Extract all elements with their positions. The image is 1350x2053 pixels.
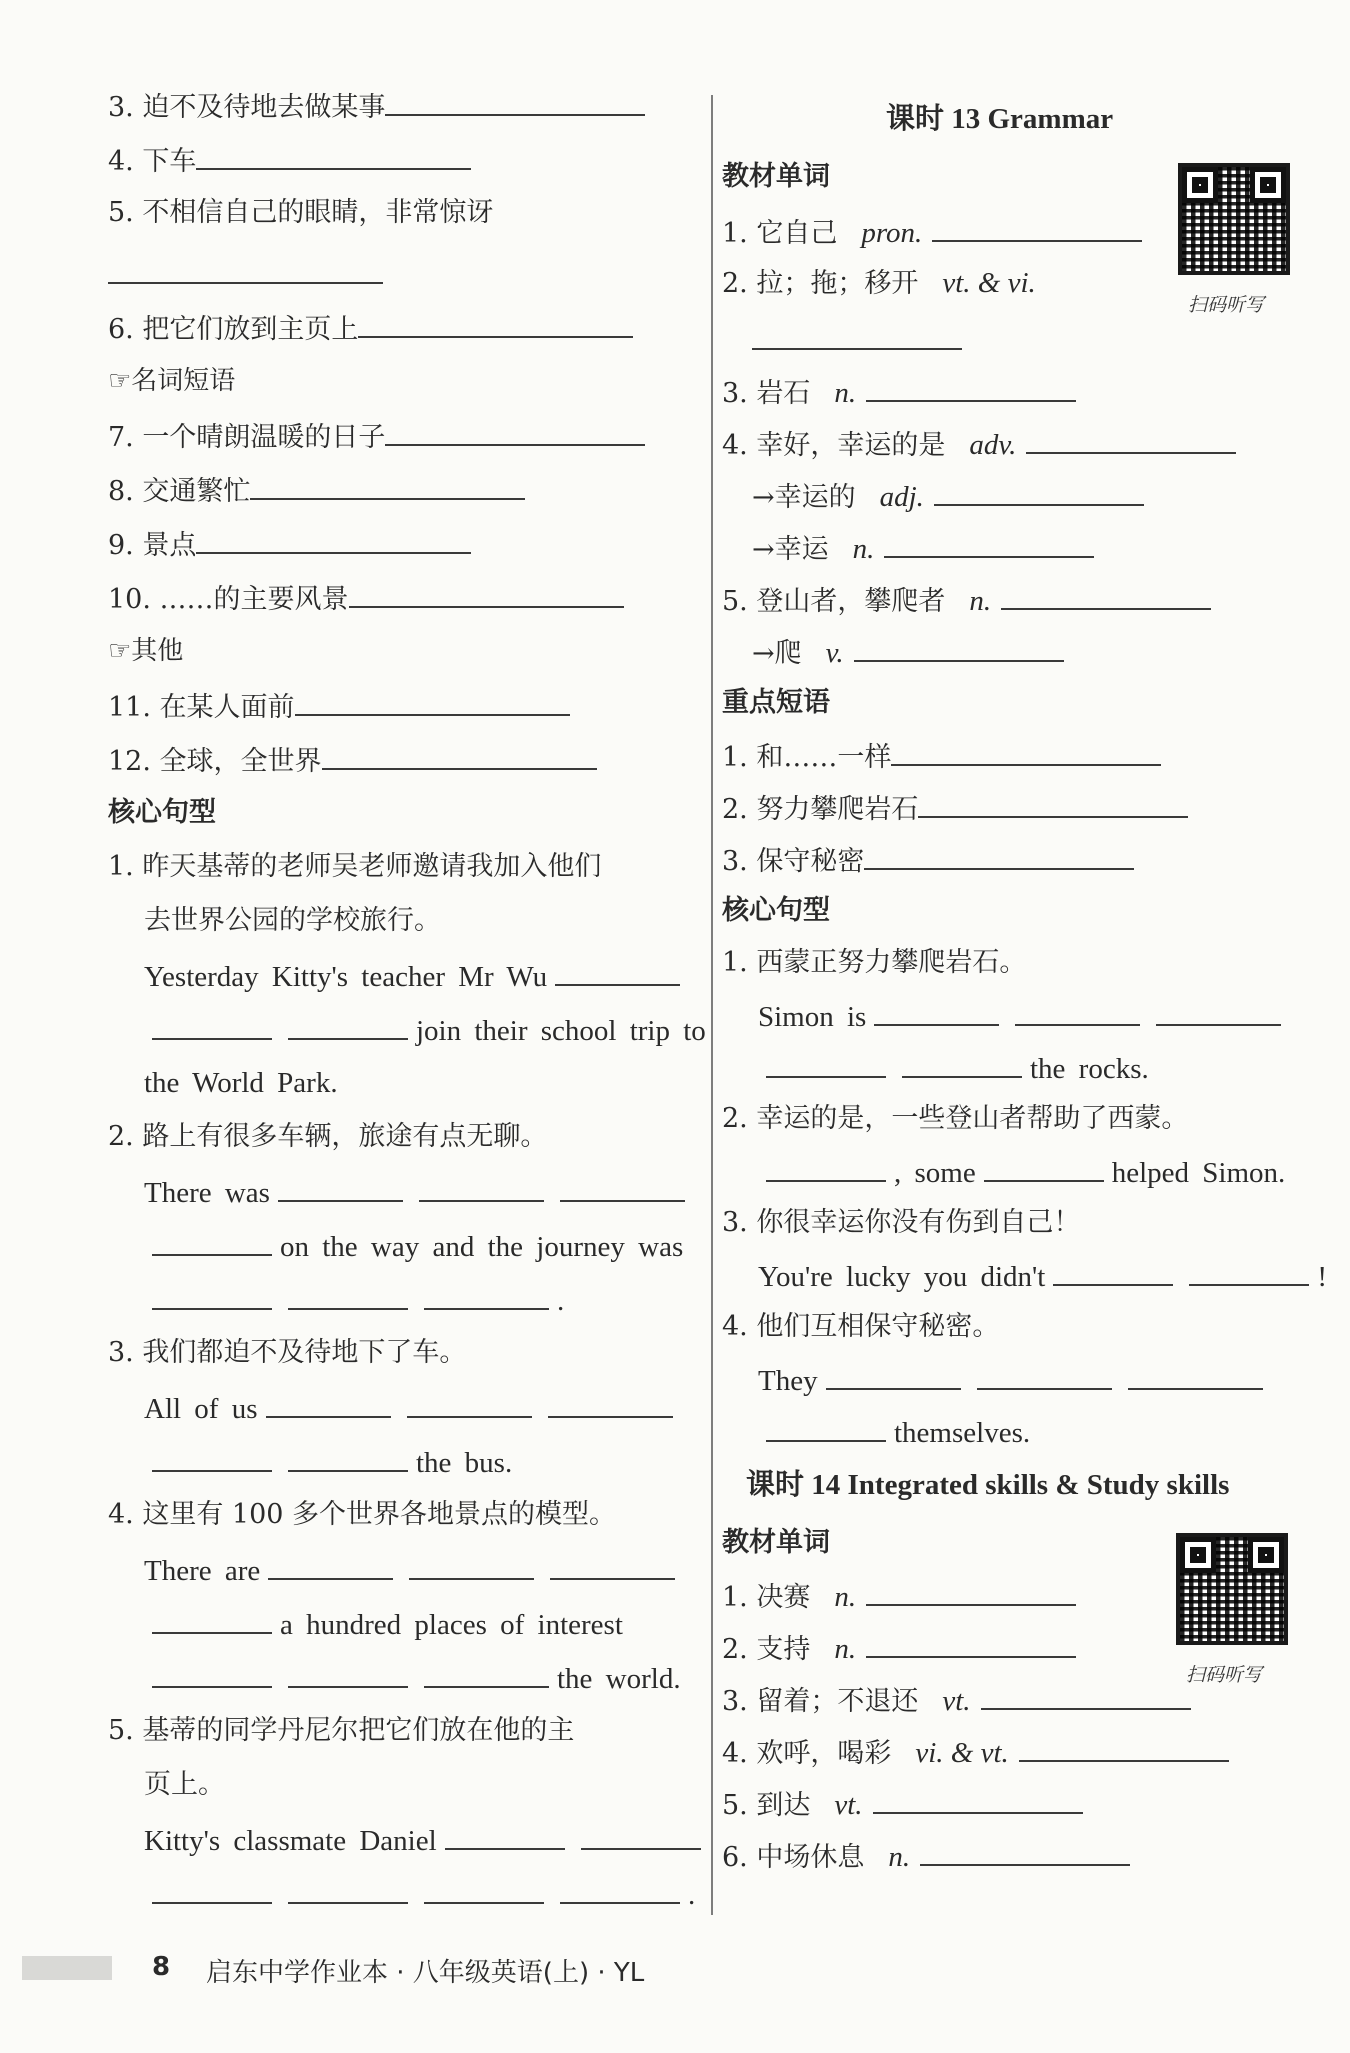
list-item [722, 1682, 1191, 1719]
answer-blank[interactable] [152, 1282, 272, 1310]
answer-blank[interactable] [1019, 1734, 1229, 1762]
answer-blank[interactable] [1001, 582, 1211, 610]
answer-blank[interactable] [295, 688, 570, 716]
page-number: 8 [152, 1952, 171, 1982]
sentence-line [144, 904, 441, 938]
part-of-speech: adj. [879, 481, 924, 513]
item-label: 1. 决赛 [722, 1582, 811, 1613]
answer-blank[interactable] [288, 1282, 408, 1310]
answer-blank[interactable] [766, 1414, 886, 1442]
footer-bar [22, 1956, 112, 1980]
english-text: join their school trip to [416, 1015, 706, 1047]
answer-blank[interactable] [560, 1174, 685, 1202]
item-label: 3. 留着；不退还 [722, 1686, 919, 1717]
qr-code-lesson14[interactable] [1176, 1533, 1288, 1645]
item-label: 6. 中场休息 [722, 1842, 865, 1873]
list-item [108, 196, 493, 230]
answer-blank[interactable] [555, 958, 680, 986]
sentence-line [144, 1606, 623, 1643]
english-text: the world. [557, 1663, 681, 1695]
english-text: Simon is [758, 1001, 867, 1033]
answer-blank[interactable] [288, 1876, 408, 1904]
list-item [722, 266, 1042, 301]
part-of-speech: n. [834, 1633, 857, 1665]
answer-blank[interactable] [424, 1876, 544, 1904]
list-item [722, 1786, 1083, 1823]
part-of-speech: n. [852, 533, 875, 565]
english-text: ! [1317, 1261, 1327, 1293]
sentence-line [108, 850, 601, 884]
answer-blank[interactable] [1053, 1258, 1173, 1286]
list-item [108, 256, 383, 293]
answer-blank[interactable] [1026, 426, 1236, 454]
answer-blank[interactable] [288, 1012, 408, 1040]
answer-blank[interactable] [196, 526, 471, 554]
item-label: 3. 岩石 [722, 378, 811, 409]
answer-blank[interactable] [766, 1154, 886, 1182]
book-title: 启东中学作业本 · 八年级英语(上) · YL [206, 1958, 645, 1988]
answer-blank[interactable] [977, 1362, 1112, 1390]
answer-blank[interactable] [864, 842, 1134, 870]
list-item [108, 418, 645, 455]
english-text: on the way and the journey was [280, 1231, 684, 1263]
answer-blank[interactable] [866, 1578, 1076, 1606]
sentence-text: 去世界公园的学校旅行。 [144, 905, 441, 936]
sentence-text: 4. 这里有 100 多个世界各地景点的模型。 [108, 1499, 617, 1530]
english-text: helped Simon. [1111, 1157, 1286, 1189]
list-item [722, 582, 1211, 619]
item-label: 8. 交通繁忙 [108, 476, 251, 507]
english-text: They [758, 1365, 818, 1397]
sentence-text: 4. 他们互相保守秘密。 [722, 1311, 1000, 1342]
list-item [722, 1838, 1130, 1875]
answer-blank[interactable] [1189, 1258, 1309, 1286]
lesson-14-title: 课时 14 Integrated skills & Study skills [746, 1469, 1230, 1501]
item-label: 12. 全球，全世界 [108, 746, 322, 777]
sentence-line [144, 1768, 225, 1802]
list-item [108, 688, 570, 725]
sentence-line [722, 1102, 1188, 1136]
sentence-line [144, 1444, 512, 1481]
item-label: 10. ……的主要风景 [108, 584, 349, 615]
answer-blank[interactable] [854, 634, 1064, 662]
sentence-line [758, 1154, 1285, 1191]
sentence-line [144, 1876, 695, 1913]
item-label: 3. 保守秘密 [722, 846, 865, 877]
list-item [722, 842, 1134, 879]
part-of-speech: v. [825, 637, 844, 669]
english-text: There are [144, 1555, 261, 1587]
list-item [108, 364, 235, 398]
item-label: 1. 和……一样 [722, 742, 892, 773]
sentence-line [722, 946, 1026, 980]
item-label: 2. 努力攀爬岩石 [722, 794, 919, 825]
english-text: the bus. [416, 1447, 513, 1479]
sentence-line [144, 1012, 706, 1049]
part-of-speech: vt. [942, 1685, 971, 1717]
sentence-line [108, 1498, 616, 1532]
answer-blank[interactable] [266, 1390, 391, 1418]
sentence-line [758, 1414, 1030, 1451]
sentence-text: 1. 昨天基蒂的老师吴老师邀请我加入他们 [108, 851, 602, 882]
sentence-line [144, 1822, 709, 1859]
sentence-line [144, 1174, 693, 1211]
sentence-line [758, 1258, 1327, 1295]
item-label: 7. 一个晴朗温暖的日子 [108, 422, 386, 453]
sentence-text: 5. 基蒂的同学丹尼尔把它们放在他的主 [108, 1715, 575, 1746]
answer-blank[interactable] [152, 1606, 272, 1634]
answer-blank[interactable] [152, 1660, 272, 1688]
sentence-line [758, 998, 1289, 1035]
english-text: Yesterday Kitty's teacher Mr Wu [144, 961, 548, 993]
item-label: 4. 幸好，幸运的是 [722, 430, 946, 461]
list-item [722, 1578, 1076, 1615]
answer-blank[interactable] [268, 1552, 393, 1580]
part-of-speech: vi. & vt. [915, 1737, 1009, 1769]
answer-blank[interactable] [752, 322, 962, 350]
sentence-line [108, 1120, 547, 1154]
answer-blank[interactable] [866, 374, 1076, 402]
section-heading-words-14: 教材单词 [722, 1527, 830, 1558]
section-heading-words: 教材单词 [722, 161, 830, 192]
answer-blank[interactable] [196, 142, 471, 170]
answer-blank[interactable] [918, 790, 1188, 818]
sentence-text: 2. 幸运的是，一些登山者帮助了西蒙。 [722, 1103, 1189, 1134]
answer-blank[interactable] [873, 1786, 1083, 1814]
english-text: the rocks. [1030, 1053, 1149, 1085]
item-label: 2. 支持 [722, 1634, 811, 1665]
english-text: Kitty's classmate Daniel [144, 1825, 437, 1857]
item-label: 5. 不相信自己的眼睛，非常惊讶 [108, 197, 494, 228]
list-item [722, 214, 1142, 251]
item-label: 4. 欢呼，喝彩 [722, 1738, 892, 1769]
answer-blank[interactable] [288, 1444, 408, 1472]
item-label: →幸运 [752, 534, 829, 565]
english-text: the World Park. [144, 1067, 338, 1099]
answer-blank[interactable] [407, 1390, 532, 1418]
item-label: 2. 拉；拖；移开 [722, 268, 919, 299]
list-item [722, 790, 1188, 827]
sentence-line [108, 1336, 466, 1370]
english-text: , some [894, 1157, 976, 1189]
section-heading-core: 核心句型 [108, 797, 216, 828]
list-item [108, 742, 597, 779]
english-text: There was [144, 1177, 270, 1209]
list-item [108, 526, 471, 563]
sentence-line [144, 1552, 683, 1589]
item-label: 6. 把它们放到主页上 [108, 314, 359, 345]
sentence-line [722, 1310, 999, 1344]
column-divider [711, 95, 713, 1915]
list-item [722, 738, 1161, 775]
answer-blank[interactable] [826, 1362, 961, 1390]
answer-blank[interactable] [385, 88, 645, 116]
answer-blank[interactable] [322, 742, 597, 770]
qr-caption-lesson13: 扫码听写 [1188, 294, 1265, 316]
item-label: 3. 迫不及待地去做某事 [108, 92, 386, 123]
qr-caption-lesson14: 扫码听写 [1186, 1664, 1263, 1686]
answer-blank[interactable] [385, 418, 645, 446]
part-of-speech: n. [969, 585, 992, 617]
english-text: themselves. [894, 1417, 1031, 1449]
list-item [722, 1734, 1229, 1771]
answer-blank[interactable] [445, 1822, 565, 1850]
answer-blank[interactable] [902, 1050, 1022, 1078]
sentence-line [144, 1228, 683, 1265]
answer-blank[interactable] [1015, 998, 1140, 1026]
answer-blank[interactable] [891, 738, 1161, 766]
item-label: ☞名词短语 [108, 366, 236, 396]
sentence-text: 2. 路上有很多车辆，旅途有点无聊。 [108, 1121, 548, 1152]
answer-blank[interactable] [874, 998, 999, 1026]
list-item [752, 530, 1094, 567]
sentence-line [758, 1362, 1271, 1399]
part-of-speech: n. [834, 1581, 857, 1613]
sentence-line [144, 1390, 681, 1427]
english-text: a hundred places of interest [280, 1609, 623, 1641]
answer-blank[interactable] [288, 1660, 408, 1688]
part-of-speech: n. [888, 1841, 911, 1873]
answer-blank[interactable] [108, 256, 383, 284]
answer-blank[interactable] [349, 580, 624, 608]
english-text: . [557, 1285, 565, 1317]
answer-blank[interactable] [766, 1050, 886, 1078]
sentence-line [144, 958, 688, 995]
english-text: You're lucky you didn't [758, 1261, 1046, 1293]
sentence-line [144, 1660, 681, 1697]
list-item [108, 580, 624, 617]
item-label: ☞其他 [108, 636, 184, 666]
part-of-speech: vt. & vi. [942, 267, 1036, 299]
list-item [108, 472, 525, 509]
answer-blank[interactable] [560, 1876, 680, 1904]
part-of-speech: adv. [969, 429, 1017, 461]
answer-blank[interactable] [358, 310, 633, 338]
item-label: 9. 景点 [108, 530, 197, 561]
answer-blank[interactable] [934, 478, 1144, 506]
list-item [722, 374, 1076, 411]
answer-blank[interactable] [884, 530, 1094, 558]
answer-blank[interactable] [424, 1282, 549, 1310]
answer-blank[interactable] [550, 1552, 675, 1580]
answer-blank[interactable] [981, 1682, 1191, 1710]
list-item [108, 310, 633, 347]
sentence-line [758, 1050, 1149, 1087]
item-label: 5. 登山者，攀爬者 [722, 586, 946, 617]
list-item [752, 322, 962, 359]
sentence-text: 1. 西蒙正努力攀爬岩石。 [722, 947, 1027, 978]
answer-blank[interactable] [581, 1822, 701, 1850]
english-text: All of us [144, 1393, 258, 1425]
list-item [752, 478, 1144, 515]
list-item [108, 88, 645, 125]
item-label: 5. 到达 [722, 1790, 811, 1821]
sentence-line [722, 1206, 1080, 1240]
answer-blank[interactable] [250, 472, 525, 500]
answer-blank[interactable] [424, 1660, 549, 1688]
answer-blank[interactable] [152, 1228, 272, 1256]
part-of-speech: vt. [834, 1789, 863, 1821]
item-label: →幸运的 [752, 482, 856, 513]
answer-blank[interactable] [984, 1154, 1104, 1182]
list-item [108, 634, 183, 668]
item-label: 4. 下车 [108, 146, 197, 177]
answer-blank[interactable] [152, 1444, 272, 1472]
answer-blank[interactable] [548, 1390, 673, 1418]
answer-blank[interactable] [932, 214, 1142, 242]
item-label: →爬 [752, 638, 802, 669]
part-of-speech: n. [834, 377, 857, 409]
item-label: 11. 在某人面前 [108, 692, 295, 723]
list-item [722, 1630, 1076, 1667]
item-label: 1. 它自己 [722, 218, 838, 249]
answer-blank[interactable] [920, 1838, 1130, 1866]
sentence-text: 页上。 [144, 1769, 225, 1800]
sentence-line [144, 1066, 338, 1101]
section-heading-phrases: 重点短语 [722, 687, 830, 718]
list-item [108, 142, 471, 179]
answer-blank[interactable] [1128, 1362, 1263, 1390]
sentence-text: 3. 你很幸运你没有伤到自己！ [722, 1207, 1081, 1238]
sentence-line [144, 1282, 564, 1319]
sentence-line [108, 1714, 574, 1748]
qr-code-lesson13[interactable] [1178, 163, 1290, 275]
part-of-speech: pron. [861, 217, 923, 249]
answer-blank[interactable] [866, 1630, 1076, 1658]
answer-blank[interactable] [152, 1012, 272, 1040]
answer-blank[interactable] [1156, 998, 1281, 1026]
answer-blank[interactable] [278, 1174, 403, 1202]
sentence-text: 3. 我们都迫不及待地下了车。 [108, 1337, 467, 1368]
answer-blank[interactable] [419, 1174, 544, 1202]
list-item [722, 426, 1236, 463]
list-item [752, 634, 1064, 671]
section-heading-core: 核心句型 [722, 895, 830, 926]
page-footer [0, 1950, 1350, 1990]
lesson-13-title: 课时 13 Grammar [886, 103, 1114, 135]
answer-blank[interactable] [152, 1876, 272, 1904]
english-text: . [688, 1879, 696, 1911]
answer-blank[interactable] [409, 1552, 534, 1580]
